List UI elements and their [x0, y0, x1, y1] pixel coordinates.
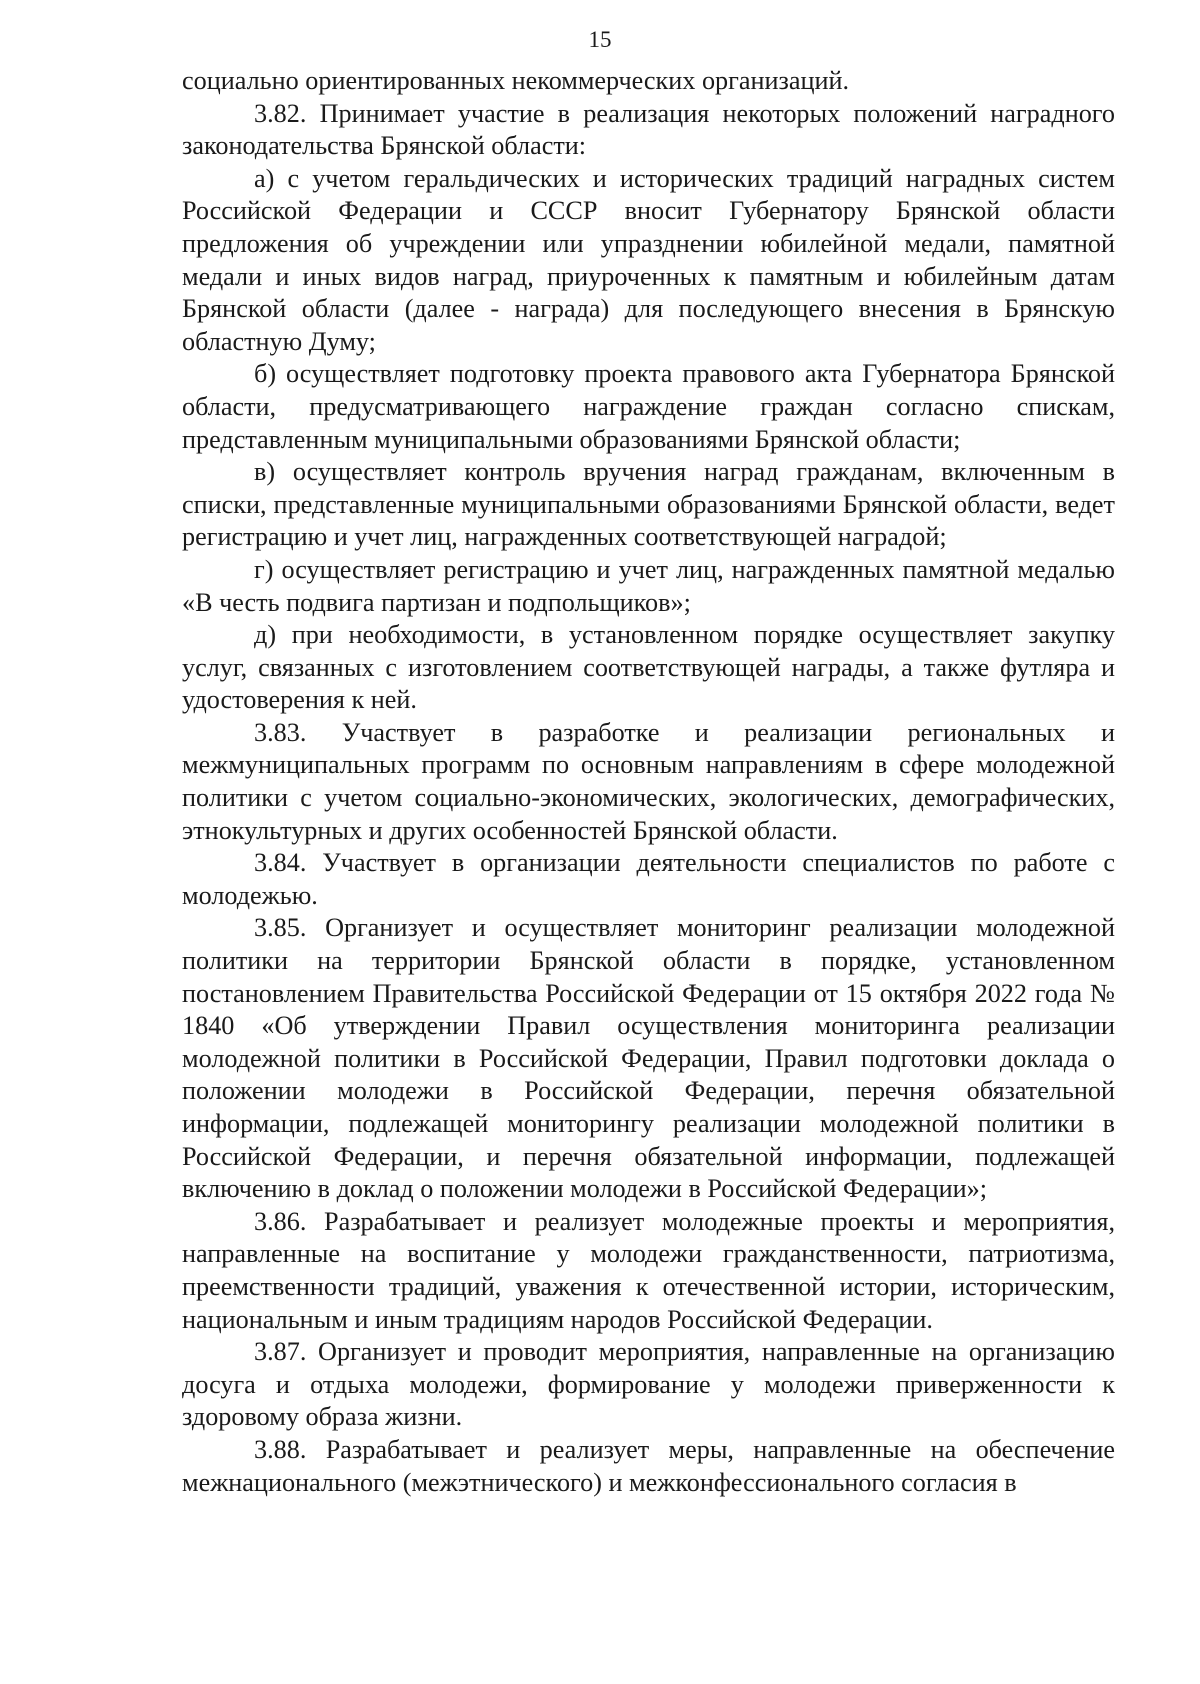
- paragraph-3-88: 3.88. Разрабатывает и реализует меры, направленные на обеспечение межнационального (межэтнического) и межконфессионального согласия в: [182, 1434, 1115, 1497]
- paragraph-3-82-v: в) осуществляет контроль вручения наград гражданам, включенным в списки, представленные муниципальными образованиями Брянской области, ведет регистрацию и учет лиц, награжденных соответствующей наградой;: [182, 457, 1115, 552]
- page-number: 15: [588, 27, 612, 52]
- paragraph-3-87: 3.87. Организует и проводит мероприятия, направленные на организацию досуга и отдыха молодежи, формирование у молодежи приверженности к здоровому образа жизни.: [182, 1337, 1115, 1432]
- paragraph-3-82: 3.82. Принимает участие в реализация некоторых положений наградного законодательства Брянской области:: [182, 98, 1115, 161]
- paragraph-3-82-a: а) с учетом геральдических и исторических традиций наградных систем Российской Федерации и СССР вносит Губернатору Брянской области предложения об учреждении или упразднении юбилейной медали, памятной медали и иных видов наград, приуроченных к памятным и юбилейным датам Брянской области (далее - награда) для последующего внесения в Брянскую областную Думу;: [182, 163, 1115, 356]
- paragraph-3-84: 3.84. Участвует в организации деятельности специалистов по работе с молодежью.: [182, 848, 1115, 910]
- paragraph-3-85: 3.85. Организует и осуществляет мониторинг реализации молодежной политики на территории Брянской области в порядке, установленном постановлением Правительства Российской Федерации от 15 октября 2022 года № 1840 «Об утверждении Правил осуществления мониторинга реализации молодежной политики в Российской Федерации, Правил подготовки доклада о положении молодежи в Российской Федерации, перечня обязательной информации, подлежащей мониторингу реализации молодежной политики в Российской Федерации, и перечня обязательной информации, подлежащей включению в доклад о положении молодежи в Российской Федерации»;: [182, 913, 1115, 1204]
- paragraph-3-82-g: г) осуществляет регистрацию и учет лиц, награжденных памятной медалью «В честь подвига партизан и подпольщиков»;: [182, 554, 1115, 617]
- document-body: [182, 65, 1115, 1499]
- paragraph-3-83: 3.83. Участвует в разработке и реализации региональных и межмуниципальных программ по основным направлениям в сфере молодежной политики с учетом социально-экономических, экологических, демографических, этнокультурных и других особенностей Брянской области.: [182, 717, 1115, 845]
- paragraph-3-82-d: д) при необходимости, в установленном порядке осуществляет закупку услуг, связанных с изготовлением соответствующей награды, а также футляра и удостоверения к ней.: [182, 620, 1115, 715]
- paragraph-3-82-b: б) осуществляет подготовку проекта правового акта Губернатора Брянской области, предусматривающего награждение граждан согласно спискам, представленным муниципальными образованиями Брянской области;: [182, 359, 1115, 454]
- paragraph-3-86: 3.86. Разрабатывает и реализует молодежные проекты и мероприятия, направленные на воспитание у молодежи гражданственности, патриотизма, преемственности традиций, уважения к отечественной истории, историческим, национальным и иным традициям народов Российской Федерации.: [182, 1206, 1115, 1334]
- paragraph-continuation: социально ориентированных некоммерческих организаций.: [182, 66, 850, 95]
